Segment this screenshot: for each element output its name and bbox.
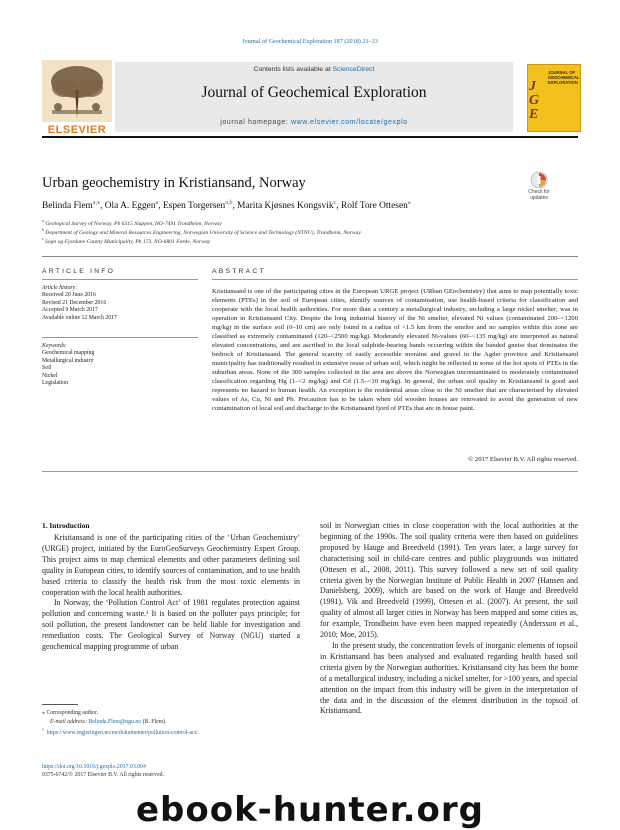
journal-cover-title: JOURNAL OF GEOCHEMICAL EXPLORATION — [548, 70, 580, 85]
author-name[interactable]: Ola A. Eggen — [104, 201, 156, 212]
article-history — [42, 285, 117, 322]
author-affiliation-mark[interactable]: a — [407, 200, 411, 206]
history-revised: Revised 21 December 2016 — [42, 299, 107, 306]
footnote-rule — [42, 704, 78, 705]
author-name[interactable]: Rolf Tore Ottesen — [340, 201, 408, 212]
history-received: Received 20 June 2016 — [42, 292, 96, 299]
sciencedirect-link[interactable]: ScienceDirect — [332, 66, 375, 73]
author-name[interactable]: Espen Torgersen — [162, 201, 226, 212]
body-paragraph: In Norway, the ‘Pollution Control Act’ of 1981 regulates protection against pollution and concerning waste.¹ It is based on the polluter pays principle; for soil pollution, the present landowner can be held liable for investigation and remediation costs. The Geological Survey of Norway (NGU) started a geochemical mapping programme of urban — [42, 598, 300, 652]
abstract-copyright: © 2017 Elsevier B.V. All rights reserved. — [468, 456, 578, 463]
author-name[interactable]: Belinda Flem — [42, 201, 93, 212]
history-online: Available online 12 March 2017 — [42, 314, 117, 321]
author-email-link[interactable]: Belinda.Flem@ngu.no — [88, 719, 142, 725]
elsevier-wordmark: ELSEVIER — [47, 124, 107, 136]
author-affiliation-mark[interactable]: c — [333, 200, 337, 206]
footnote-email: E-mail address: Belinda.Flem@ngu.no (B. Flem). — [50, 719, 167, 725]
pollution-act-link[interactable]: https://www.regjeringen.no/en/dokumenter/pollution-control-act/. — [46, 729, 200, 736]
body-paragraph: In the present study, the concentration levels of inorganic elements of topsoil in Kristiansand has been analysed and evaluated regarding health based soil criteria given by the Norwegian authorities. Kristiansand city has been the home of a metallurgical industry, including a nickel smelter, for >100 years, and special attention on the impact from this industry will be given in the interpretation of the data and in the discussion of the element distribution in the topsoil of Kristiansand. — [320, 640, 578, 716]
keyword-item: Nickel — [42, 372, 58, 379]
watermark-text: ebook-hunter.org — [135, 790, 485, 830]
affiliation-a: $^a$ Geological Survey of Norway, Pb 6315 Sluppen, NO-7491 Trondheim, Norway — [42, 219, 222, 227]
body-paragraph: soil in Norwegian cities in close cooperation with the local authorities at the beginning of the 1990s. The soil quality criteria were then based on guidelines proposed by Hauge and Breedveld (1991). Ten years later, a large survey for characterising soil in child-care centres and public playgrounds was initiated (Ottesen et al., 2008, 2011). This survey followed a new set of soil quality criteria given by the Norwegian Institute of Public Health in 2007 (Hansen and Danielsberg, 2009), which are based on the work of Hauge and Breedveld (1991), Vik and Breedveld (1999), Ottesen et al. (2007). At present, the soil quality of almost all larger cities in Norway has been mapped and some cities as, for example, Trondheim have even been mapped repeatedly (Andersson et al., 2010; Moe, 2015). — [320, 521, 578, 640]
abstract-heading: ABSTRACT — [212, 268, 266, 275]
author-affiliation-mark[interactable]: a,⁎ — [92, 200, 101, 206]
abstract-text: Kristiansand is one of the participating cities in the European URGE project (URban GEochemistry) that aims to map potentially toxic elements (PTEs) in the soil of European cities, identify sources of contamination, use health-based criteria for classification and cooperate with the local health authorities. For more than a century a metallurgical industry, including a large nickel smelter, was in operation in Kristiansand City. Despite the long industrial history of the Ni smelter, elevated Ni values (contaminated 200–<1200 mg/kg) in the surface soil (0–10 cm) are only found in a radius of <1.5 km from the smelter and no samples within this zone are classified as extremely contaminated (120–<2500 mg/kg). Moderately elevated Ni-values (60–<135 mg/kg) are interpreted as natural elevated concentrations, and are ascribed to the local sulphide-bearing bands occurring within the banded gneiss that dominates the bedrock of Kristiansand. The general scarcity of easily accessible moraine and gravel in the Agder province and Kristiansand municipality has traditionally resulted in extensive reuse of urban soil, which might be reflected in some of the hot spots of PTEs in the suburban areas. None of the 300 samples collected in the area are above the Norwegian uncontaminated to moderately contaminated classification regarding Hg (1–<2 mg/kg) and Cd (1.5–<10 mg/kg). In general, the urban soil quality in Kristiansand is good and represents no hazard to human health. An exception is the residential areas close to the Ni smelter that are characterised by elevated values of As, Cu, Ni and Pb. Precaution has to be taken when old wooden houses are renovated to avoid the generation of new contamination of local soil and discharge to the Kristiansand fjord of PTEs that are in house paint. — [212, 288, 578, 412]
keywords-label: Keywords: — [42, 343, 67, 349]
section-heading-introduction: 1. Introduction — [42, 521, 90, 530]
journal-homepage — [115, 119, 513, 126]
abstract-rule — [212, 279, 578, 280]
issn-line: 0375-6742/© 2017 Elsevier B.V. All rights reserved. — [42, 772, 164, 778]
header-divider — [42, 136, 578, 138]
keyword-item: Soil — [42, 365, 52, 372]
author-list: Belinda Flem$^{a,⁎}$, Ola A. Eggen$^a$, Espen Torgersen$^{a,b}$, Marita Kjøsnes Kongsvik$^c$, Rolf Tore Ottesen$^a$ — [42, 200, 411, 212]
contents-line — [115, 66, 513, 73]
keywords — [42, 343, 94, 387]
keyword-item: Legislation — [42, 380, 69, 387]
keyword-item: Metallurgical industry — [42, 357, 94, 364]
article-title: Urban geochemistry in Kristiansand, Norway — [42, 175, 306, 191]
author-affiliation-mark[interactable]: a,b — [225, 200, 233, 206]
footnote-corresponding: ⁎ Corresponding author. — [42, 710, 99, 716]
homepage-prefix: journal homepage: — [220, 119, 291, 126]
body-column-left — [42, 533, 300, 653]
crossmark-label: Check for updates — [528, 189, 550, 201]
journal-citation[interactable]: Journal of Geochemical Exploration 187 (2018) 21–33 — [242, 38, 378, 45]
keywords-rule — [42, 337, 198, 338]
affiliation-b: $^b$ Department of Geology and Mineral Resources Engineering, Norwegian University of Science and Technology (NTNU), Trondheim, Norway — [42, 228, 361, 236]
contents-prefix: Contents lists available at — [253, 66, 333, 73]
affiliation-c: $^c$ Sogn og Fjordane County Municipality, Pb 173, NO-6801 Førde, Norway — [42, 237, 211, 245]
author-name[interactable]: Marita Kjøsnes Kongsvik — [237, 201, 334, 212]
affiliation-divider — [42, 256, 578, 257]
history-accepted: Accepted 9 March 2017 — [42, 307, 98, 314]
author-affiliation-mark[interactable]: a — [155, 200, 159, 206]
body-paragraph: Kristiansand is one of the participating cities of the ‘Urban Geochemistry’ (URGE) project, initiated by the EuroGeoSurveys Geochemistry Expert Group. This project aims to map chemical elements and other parameters defining soil quality in European cities, to identify sources of contamination, and to use health based criteria to classify the health risk from the most toxic elements in cooperation with the local health authorities. — [42, 533, 300, 597]
article-info-heading: ARTICLE INFO — [42, 268, 116, 275]
footnote-1: $^1$ https://www.regjeringen.no/en/dokumenter/pollution-control-act/. — [42, 728, 200, 736]
abstract-bottom-rule — [42, 471, 578, 472]
homepage-link[interactable]: www.elsevier.com/locate/gexplo — [290, 119, 408, 126]
article-info-rule — [42, 279, 198, 280]
doi-link[interactable]: https://doi.org/10.1016/j.gexplo.2017.03.004 — [42, 764, 146, 770]
journal-title: Journal of Geochemical Exploration — [201, 84, 427, 101]
journal-cover-letters: J G E — [529, 79, 540, 122]
keyword-item: Geochemical mapping — [42, 350, 95, 357]
history-label: Article history: — [42, 285, 78, 291]
body-column-right — [320, 521, 578, 717]
elsevier-tree-logo[interactable] — [42, 60, 112, 134]
